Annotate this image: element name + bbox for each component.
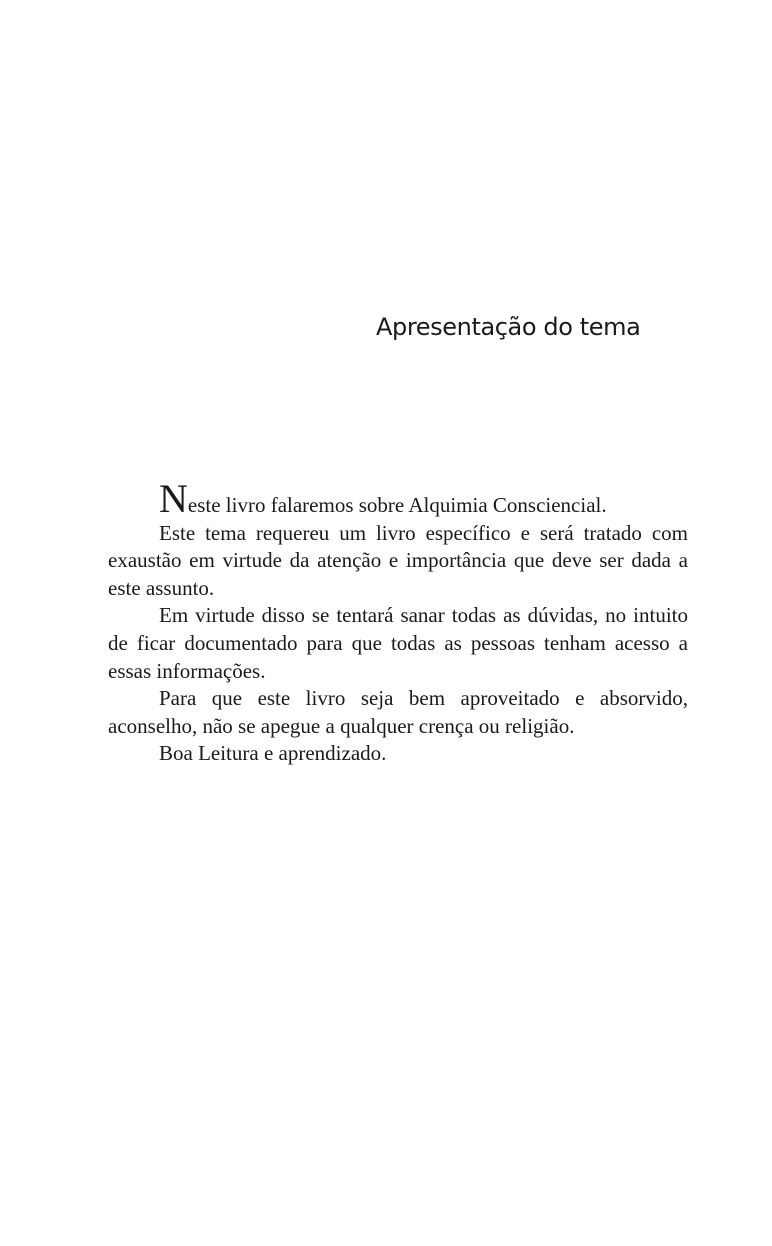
paragraph-purpose: Em virtude disso se tentará sanar todas as dúvidas, no intuito de ficar documentado para que todas as pessoas tenham acesso a essas informações. xyxy=(108,603,688,683)
chapter-body xyxy=(108,476,688,768)
chapter-title: Apresentação do tema xyxy=(376,313,641,341)
paragraph-intro xyxy=(108,476,688,521)
paragraph-intro-text: este livro falaremos sobre Alquimia Consciencial. xyxy=(187,493,607,517)
paragraph-advice: Para que este livro seja bem aproveitado e absorvido, aconselho, não se apegue a qualquer crença ou religião. xyxy=(108,686,688,738)
paragraph-closing: Boa Leitura e aprendizado. xyxy=(159,741,387,766)
drop-cap-initial: N xyxy=(159,476,188,521)
paragraph-topic: Este tema requereu um livro específico e será tratado com exaustão em virtude da atenção e importância que deve ser dada a este assunto. xyxy=(108,520,688,600)
